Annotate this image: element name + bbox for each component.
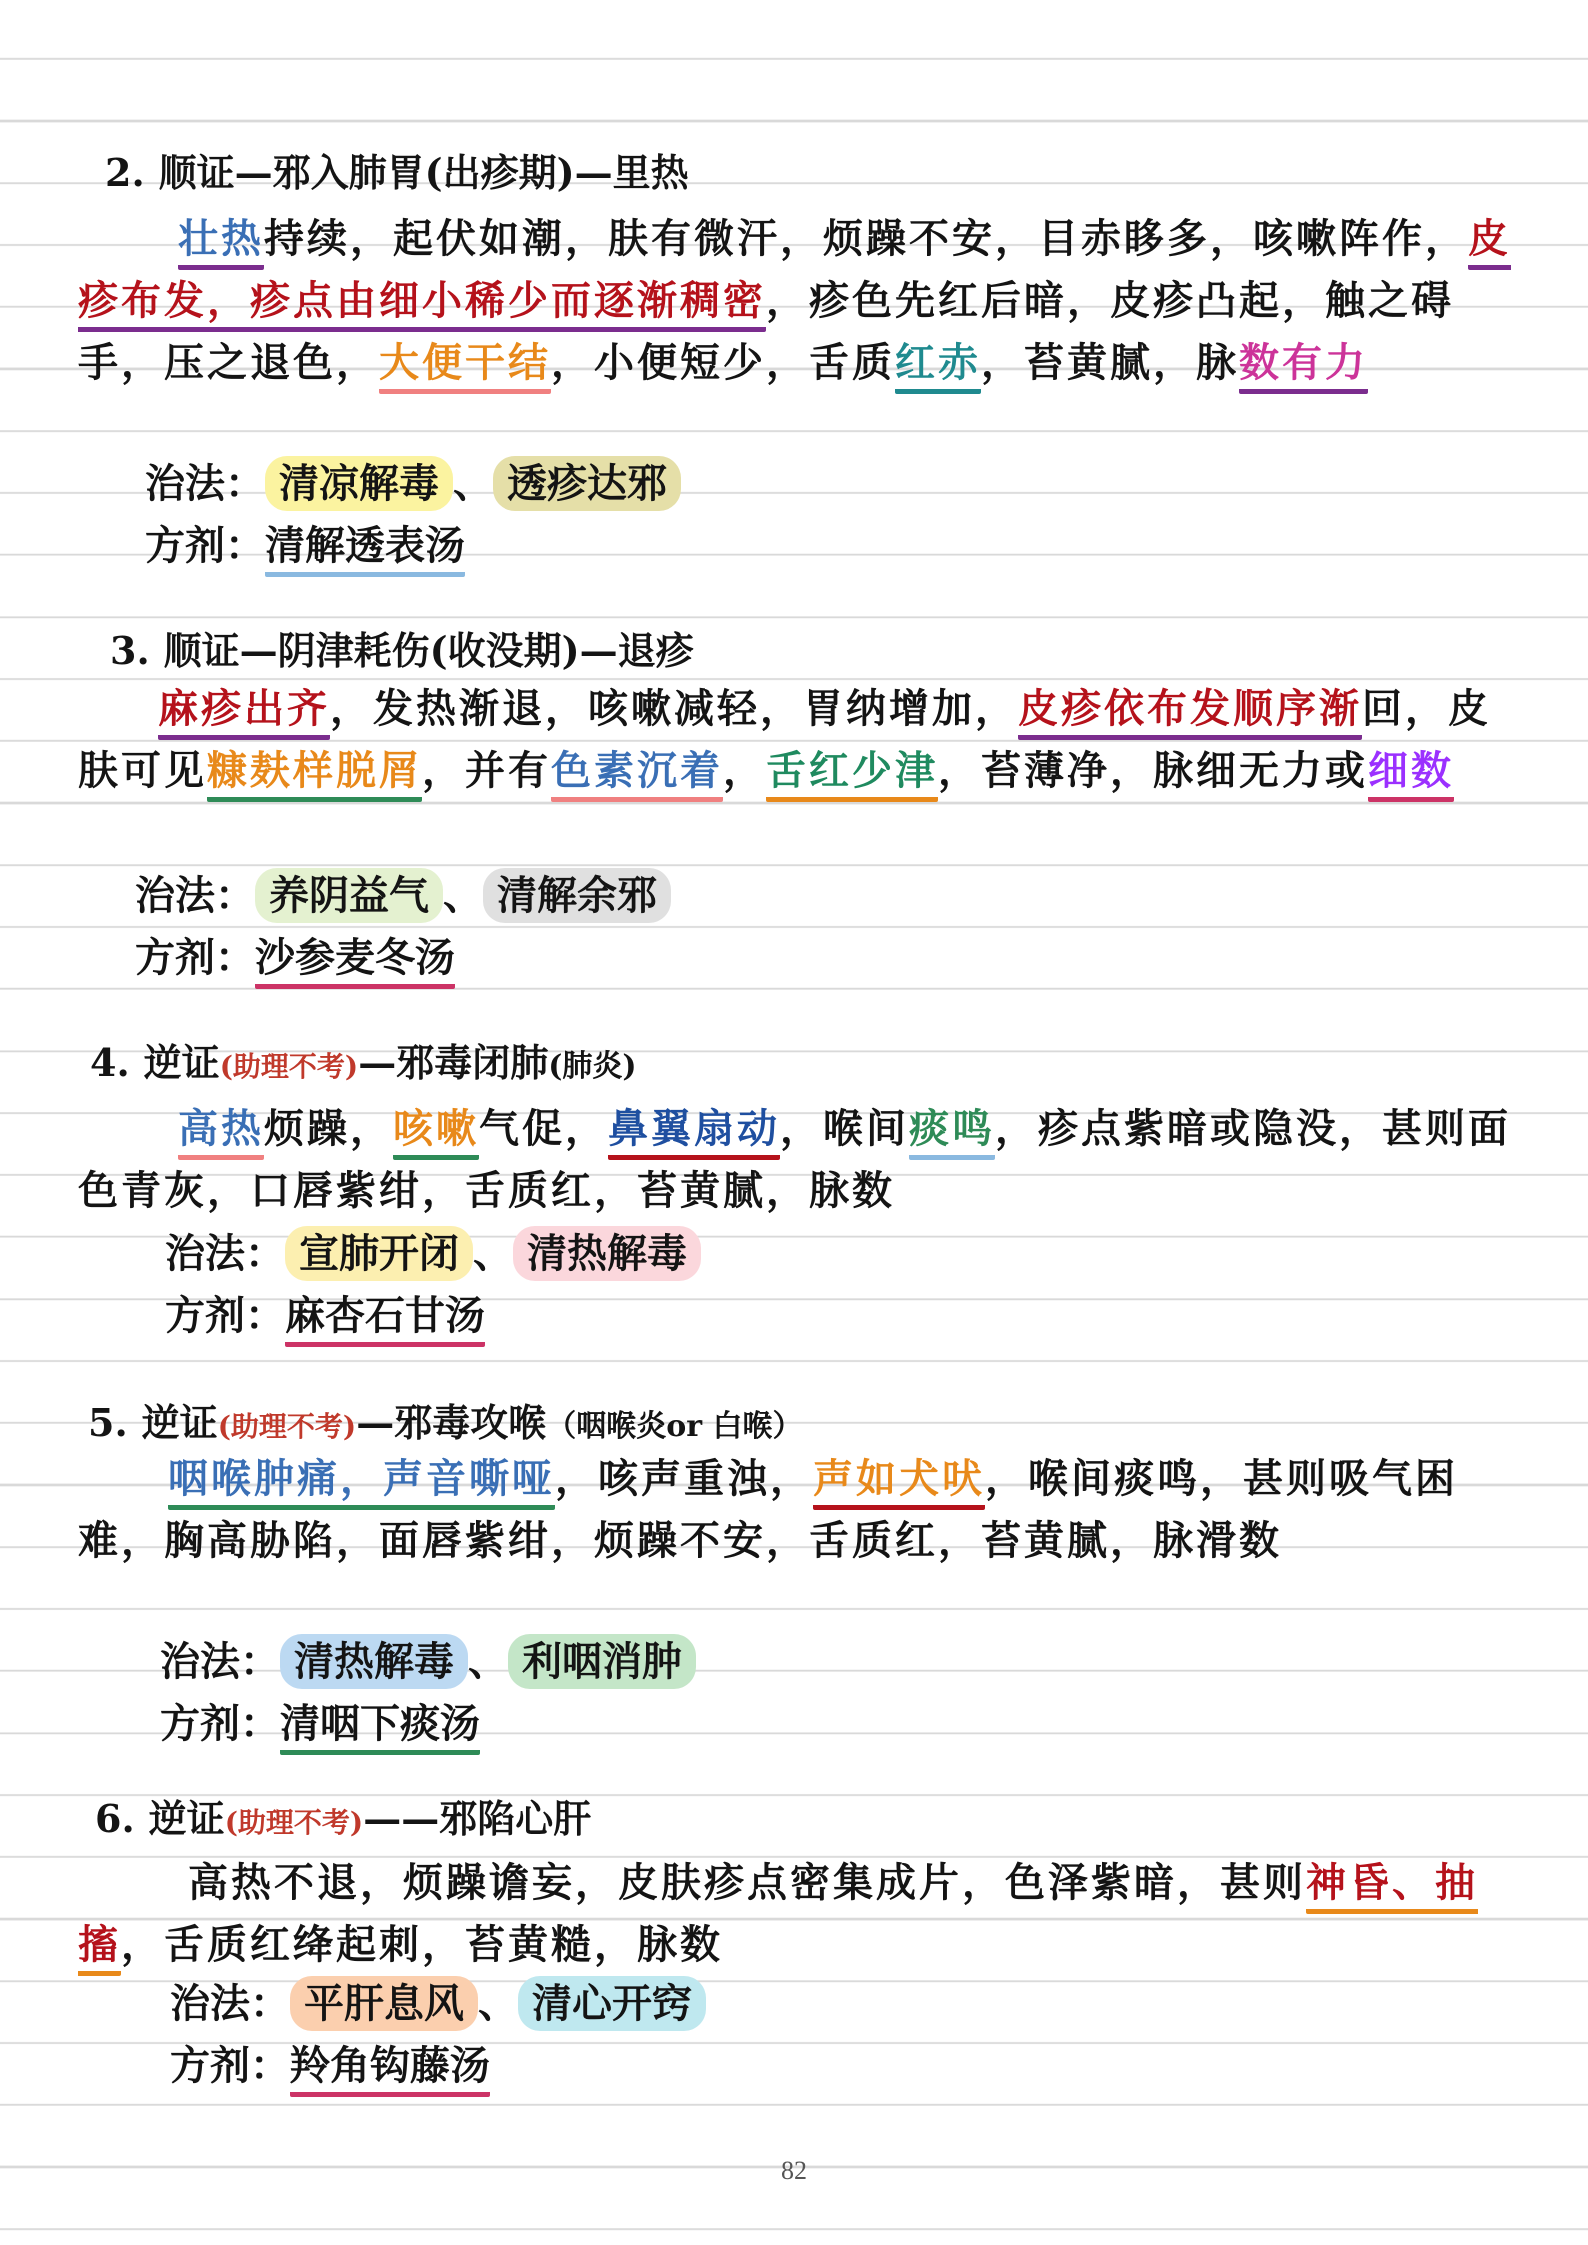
treatment-item: 平肝息风	[290, 1976, 478, 2031]
section-subnote: (肺炎)	[548, 1049, 637, 1084]
treatment-item: 清解余邪	[483, 868, 671, 923]
section-number: 5.	[88, 1400, 128, 1445]
text: 持续，起伏如潮，肤有微汗，烦躁不安，目赤眵多，咳嗽阵作，	[264, 215, 1468, 262]
section-number: 4.	[90, 1040, 130, 1085]
section-number: 6.	[95, 1796, 135, 1841]
treatment-item: 清热解毒	[513, 1226, 701, 1281]
highlight-term: 大便干结	[379, 339, 551, 394]
treatment-label: 治法：	[165, 1230, 285, 1277]
separator: 、	[473, 1230, 513, 1277]
prescription-row	[145, 520, 465, 572]
text: ，舌质红绛起刺，苔黄糙，脉数	[121, 1921, 723, 1968]
highlight-term: 数有力	[1239, 339, 1368, 394]
separator: 、	[478, 1980, 518, 2027]
section-heading: 逆证	[143, 1040, 220, 1085]
text: ，小便短少，舌质	[551, 339, 895, 386]
highlight-term: 高热	[178, 1105, 264, 1160]
text: 气促，	[479, 1105, 608, 1152]
exam-note: (助理不考)	[219, 1050, 359, 1083]
section-description	[78, 208, 1528, 394]
prescription-row	[135, 932, 455, 984]
text: ，喉间痰鸣，甚则吸气困难，胸高胁陷，面唇紫绀，烦躁不安，舌质红，苔黄腻，脉滑数	[78, 1455, 1458, 1564]
prescription-row	[170, 2040, 490, 2092]
section-description	[78, 678, 1528, 802]
highlight-term: 舌红少津	[766, 747, 938, 802]
treatment-row	[170, 1978, 706, 2030]
section-title	[90, 1040, 637, 1090]
section-description	[78, 1448, 1528, 1572]
section-title	[110, 628, 694, 674]
highlight-term: 咽喉肿痛，声音嘶哑	[168, 1455, 555, 1510]
prescription-name: 麻杏石甘汤	[285, 1292, 485, 1347]
section-heading-tail: —邪毒闭肺	[358, 1040, 549, 1085]
prescription-row	[165, 1290, 485, 1342]
highlight-term: 细数	[1368, 747, 1454, 802]
prescription-label: 方剂：	[160, 1700, 280, 1747]
prescription-label: 方剂：	[135, 934, 255, 981]
prescription-name: 清解透表汤	[265, 522, 465, 577]
treatment-item: 透疹达邪	[493, 456, 681, 511]
section-heading: 逆证	[148, 1796, 225, 1841]
section-heading: 逆证	[141, 1400, 218, 1445]
highlight-term: 麻疹出齐	[158, 685, 330, 740]
prescription-label: 方剂：	[170, 2042, 290, 2089]
separator: 、	[468, 1638, 508, 1685]
text: ，咳声重浊，	[555, 1455, 813, 1502]
section-number: 3.	[110, 628, 150, 673]
text: ，喉间	[780, 1105, 909, 1152]
highlight-term: 色素沉着	[551, 747, 723, 802]
text: ，发热渐退，咳嗽减轻，胃纳增加，	[330, 685, 1018, 732]
highlight-term: 鼻翼扇动	[608, 1105, 780, 1160]
highlight-term: 痰鸣	[909, 1105, 995, 1160]
text: 烦躁，	[264, 1105, 393, 1152]
treatment-label: 治法：	[145, 460, 265, 507]
prescription-label: 方剂：	[145, 522, 265, 569]
treatment-row	[160, 1636, 696, 1688]
prescription-name: 沙参麦冬汤	[255, 934, 455, 989]
treatment-row	[165, 1228, 701, 1280]
section-description	[78, 1098, 1528, 1222]
highlight-term: 神昏、抽搐	[78, 1859, 1478, 1976]
section-title	[95, 1796, 591, 1846]
text: 回，皮肤可见	[78, 685, 1491, 794]
section-heading: 顺证—阴津耗伤(收没期)—退疹	[163, 628, 694, 673]
section-heading-tail: ——邪陷心肝	[363, 1796, 592, 1841]
highlight-term: 咳嗽	[393, 1105, 479, 1160]
section-heading-tail: —邪毒攻喉	[356, 1400, 547, 1445]
text: ，苔黄腻，脉	[981, 339, 1239, 386]
treatment-item: 清心开窍	[518, 1976, 706, 2031]
section-heading: 顺证—邪入肺胃(出疹期)—里热	[158, 150, 689, 195]
highlight-term: 壮热	[178, 215, 264, 270]
treatment-item: 清热解毒	[280, 1634, 468, 1689]
text: ，	[723, 747, 766, 794]
treatment-item: 养阴益气	[255, 868, 443, 923]
treatment-item: 利咽消肿	[508, 1634, 696, 1689]
prescription-name: 羚角钩藤汤	[290, 2042, 490, 2097]
prescription-name: 清咽下痰汤	[280, 1700, 480, 1755]
treatment-label: 治法：	[160, 1638, 280, 1685]
prescription-row	[160, 1698, 480, 1750]
exam-note: (助理不考)	[217, 1410, 357, 1443]
treatment-label: 治法：	[170, 1980, 290, 2027]
section-description	[78, 1852, 1528, 1976]
exam-note: (助理不考)	[224, 1806, 364, 1839]
section-number: 2.	[105, 150, 145, 195]
text: ，并有	[422, 747, 551, 794]
text: 高热不退，烦躁谵妄，皮肤疹点密集成片，色泽紫暗，甚则	[188, 1859, 1306, 1906]
treatment-item: 宣肺开闭	[285, 1226, 473, 1281]
highlight-term: 红赤	[895, 339, 981, 394]
page-number: 82	[781, 2156, 807, 2185]
text: ，苔薄净，脉细无力或	[938, 747, 1368, 794]
text: ，疹色先红后暗，皮疹凸起，触之碍手，压之退色，	[78, 277, 1454, 386]
highlight-term: 皮疹布发，疹点由细小稀少而逐渐稠密	[78, 215, 1511, 332]
section-title	[88, 1400, 802, 1450]
highlight-term: 皮疹依布发顺序渐	[1018, 685, 1362, 740]
text: ，疹点紫暗或隐没，甚则面色青灰，口唇紫绀，舌质红，苔黄腻，脉数	[78, 1105, 1511, 1214]
treatment-label: 治法：	[135, 872, 255, 919]
separator: 、	[443, 872, 483, 919]
highlight-term: 糠麸样脱屑	[207, 747, 422, 802]
treatment-row	[145, 458, 681, 510]
treatment-item: 清凉解毒	[265, 456, 453, 511]
treatment-row	[135, 870, 671, 922]
prescription-label: 方剂：	[165, 1292, 285, 1339]
section-subnote: （咽喉炎or 白喉）	[546, 1409, 803, 1444]
section-title	[105, 150, 689, 196]
highlight-term: 声如犬吠	[813, 1455, 985, 1510]
separator: 、	[453, 460, 493, 507]
